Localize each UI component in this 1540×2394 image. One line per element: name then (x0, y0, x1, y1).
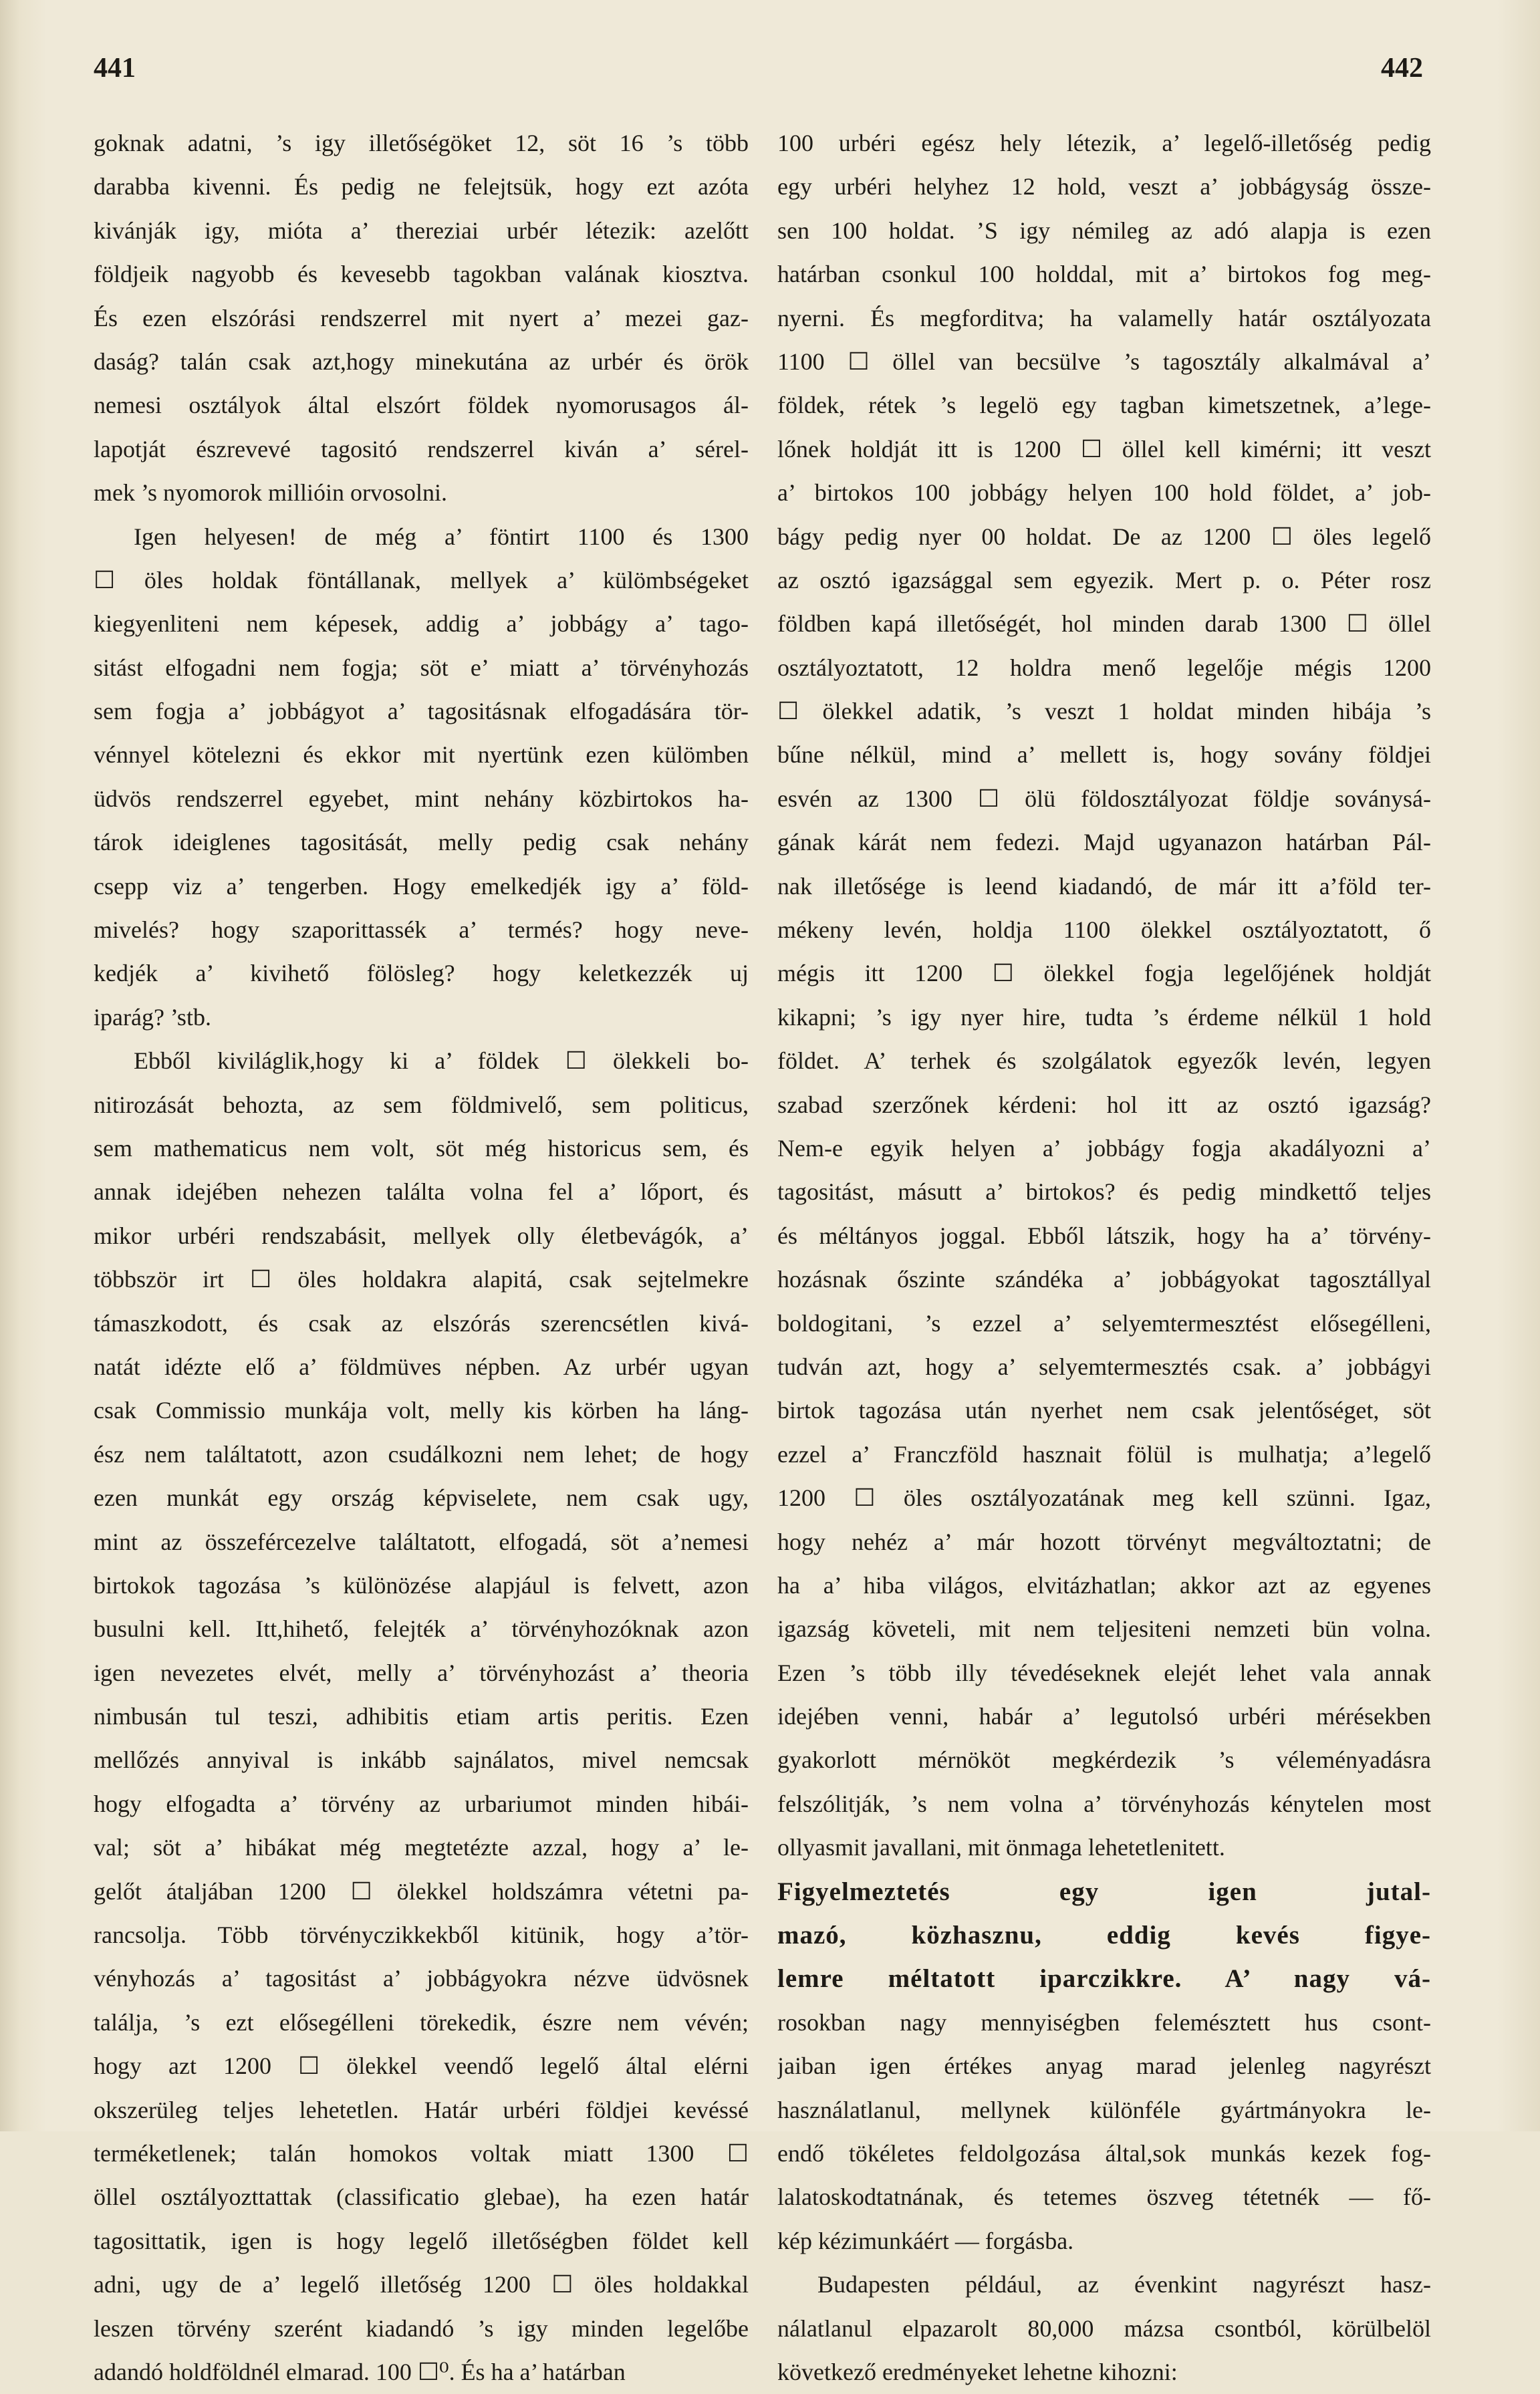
text-line: busulni kell. Itt,hihető, felejték a’ törvényhozóknak azon (94, 1615, 749, 1643)
text-line: nimbusán tul teszi, adhibitis etiam artis peritis. Ezen (94, 1703, 749, 1730)
text-line: terméketlenek; talán homokos voltak miatt 1300 ☐ (94, 2139, 749, 2167)
text-line: lemre méltatott iparczikkre. A’ nagy vá- (777, 1964, 1431, 1994)
text-line: natát idézte elő a’ földmüves népben. Az urbér ugyan (94, 1353, 749, 1380)
text-line: hogy nehéz a’ már hozott törvényt megváltoztatni; de (777, 1528, 1431, 1555)
text-line: földjeik nagyobb és kevesebb tagokban valának kiosztva. (94, 261, 749, 288)
text-line: Igen helyesen! de még a’ föntirt 1100 és 1300 (134, 523, 749, 550)
text-line: rancsolja. Több törvényczikkekből kitünik, hogy a’tör- (94, 1921, 749, 1949)
text-line: val; söt a’ hibákat még megtetézte azzal, hogy a’ le- (94, 1834, 749, 1861)
text-line: támaszkodott, és csak az elszórás szerencsétlen kivá- (94, 1309, 749, 1337)
text-line: földben kapá illetőségét, hol minden darab 1300 ☐ öllel (777, 610, 1431, 638)
text-line: sen 100 holdat. ’S igy némileg az adó alapja is ezen (777, 217, 1431, 244)
text-line: idejében venni, habár a’ legutolsó urbéri mérésekben (777, 1703, 1431, 1730)
text-line: okszerüleg teljes lehetetlen. Határ urbéri földjei kevéssé (94, 2096, 749, 2123)
text-line: 100 urbéri egész hely létezik, a’ legelő-illetőség pedig (777, 130, 1431, 156)
right-text-column (777, 122, 1431, 2394)
text-line: darabba kivenni. És pedig ne felejtsük, hogy ezt azóta (94, 173, 749, 201)
text-line: ha a’ hiba világos, elvitázhatlan; akkor azt az egyenes (777, 1571, 1431, 1599)
text-line: sem mathematicus nem volt, söt még historicus sem, és (94, 1134, 749, 1162)
page-number-right: 442 (1381, 53, 1423, 84)
text-line: nitirozását behozta, az sem földmivelő, sem politicus, (94, 1091, 749, 1118)
text-line: bűne nélkül, mind a’ mellett is, hogy sovány földjei (777, 741, 1431, 769)
text-line: bágy pedig nyer 00 holdat. De az 1200 ☐ öles legelő (777, 523, 1431, 550)
text-line: goknak adatni, ’s igy illetőségöket 12, söt 16 ’s több (94, 130, 749, 156)
text-line: vényhozás a’ tagositást a’ jobbágyokra nézve üdvösnek (94, 1965, 749, 1992)
text-line: mégis itt 1200 ☐ ölekkel fogja legelőjének holdját (777, 960, 1431, 987)
text-line: földek, rétek ’s legelö egy tagban kimetszetnek, a’lege- (777, 392, 1431, 419)
text-line: daság? talán csak azt,hogy minekutána az urbér és örök (94, 348, 749, 375)
page-number-left: 441 (94, 53, 136, 84)
text-line: tudván azt, hogy a’ selyemtermesztés csak. a’ jobbágyi (777, 1353, 1431, 1380)
text-line: öllel osztályozttattak (classificatio glebae), ha ezen határ (94, 2183, 749, 2211)
text-line: ész nem találtatott, azon csudálkozni nem lehet; de hogy (94, 1440, 749, 1468)
text-line: adandó holdföldnél elmarad. 100 ☐⁰. És ha a’ határban (94, 2358, 626, 2385)
text-line: Budapesten például, az évenkint nagyrészt hasz- (817, 2271, 1431, 2298)
text-line: rosokban nagy mennyiségben felemésztett hus csont- (777, 2008, 1431, 2036)
text-line: jaiban igen értékes anyag marad jelenleg nagyrészt (777, 2052, 1431, 2080)
text-line: lalatoskodtatnának, és tetemes öszveg tétetnék — fő- (777, 2183, 1431, 2211)
text-line: 1200 ☐ öles osztályozatának meg kell szünni. Igaz, (777, 1484, 1431, 1512)
text-line: mint az összefércezelve találtatott, elfogadá, söt a’nemesi (94, 1528, 749, 1555)
text-line: használatlanul, mellynek különféle gyártmányokra le- (777, 2096, 1431, 2123)
text-line: határban csonkul 100 holddal, mit a’ birtokos fog meg- (777, 261, 1431, 288)
text-line: iparág? ’stb. (94, 1003, 211, 1031)
text-line: boldogitani, ’s ezzel a’ selyemtermesztést elősegélleni, (777, 1309, 1431, 1337)
text-line: 1100 ☐ öllel van becsülve ’s tagosztály alkalmával a’ (777, 348, 1431, 375)
text-line: üdvös rendszerrel egyebet, mint nehány közbirtokos ha- (94, 785, 749, 812)
text-line: nyerni. És megforditva; ha valamelly határ osztályozata (777, 304, 1431, 331)
text-line: sem fogja a’ jobbágyot a’ tagositásnak elfogadására tör- (94, 698, 749, 725)
text-line: hogy elfogadta a’ törvény az urbariumot minden hibái- (94, 1790, 749, 1817)
text-line: Nem-e egyik helyen a’ jobbágy fogja akadályozni a’ (777, 1134, 1431, 1162)
text-line: birtok tagozása után nyerhet nem csak jelentőséget, söt (777, 1397, 1431, 1424)
text-line: földet. A’ terhek és szolgálatok egyezők levén, legyen (777, 1047, 1431, 1075)
text-line: lőnek holdját itt is 1200 ☐ öllel kell kimérni; itt veszt (777, 435, 1431, 462)
text-line: annak idejében nehezen találta volna fel a’ lőport, és (94, 1178, 749, 1206)
text-line: tagosittatik, igen is hogy legelő illetőségben földet kell (94, 2227, 749, 2254)
text-line: gelőt átaljában 1200 ☐ ölekkel holdszámra vétetni pa- (94, 1877, 749, 1905)
text-line: gának kárát nem fedezi. Majd ugyanazon határban Pál- (777, 829, 1431, 856)
text-line: ollyasmit javallani, mit önmaga lehetetlenitett. (777, 1834, 1225, 1861)
text-line: leszen törvény szerént kiadandó ’s igy minden legelőbe (94, 2314, 749, 2342)
text-line: felszólitják, ’s nem volna a’ törvényhozás kénytelen most (777, 1790, 1431, 1817)
text-line: sitást elfogadni nem fogja; söt e’ miatt a’ törvényhozás (94, 654, 749, 681)
text-line: kikapni; ’s igy nyer hire, tudta ’s érdeme nélkül 1 hold (777, 1003, 1431, 1031)
text-line: mellőzés annyival is inkább sajnálatos, mivel nemcsak (94, 1746, 749, 1774)
text-line: következő eredményeket lehetne kihozni: (777, 2358, 1178, 2385)
text-line: mek ’s nyomorok millióin orvosolni. (94, 479, 447, 507)
text-line: Ebből kiviláglik,hogy ki a’ földek ☐ ölekkeli bo- (134, 1047, 749, 1075)
text-line: kivánják igy, mióta a’ thereziai urbér létezik: azelőtt (94, 217, 749, 244)
text-line: nak illetősége is leend kiadandó, de már itt a’föld ter- (777, 872, 1431, 900)
text-line: adni, ugy de a’ legelő illetőség 1200 ☐ öles holdakkal (94, 2271, 749, 2298)
text-line: ☐ öles holdak föntállanak, mellyek a’ külömbségeket (94, 566, 749, 593)
text-line: nálatlanul elpazarolt 80,000 mázsa csontból, körülbelöl (777, 2314, 1431, 2342)
text-line: egy urbéri helyhez 12 hold, veszt a’ jobbágyság össze- (777, 173, 1431, 201)
text-line: a’ birtokos 100 jobbágy helyen 100 hold földet, a’ job- (777, 479, 1431, 507)
text-line: ezen munkát egy ország képviselete, nem csak ugy, (94, 1484, 749, 1512)
text-line: gyakorlott mérnököt megkérdezik ’s véleményadásra (777, 1746, 1431, 1774)
text-line: tagositást, másutt a’ birtokos? és pedig mindkettő teljes (777, 1178, 1431, 1206)
text-line: lapotját észrevevé tagositó rendszerrel kiván a’ sérel- (94, 435, 749, 462)
left-text-column (94, 122, 749, 2394)
text-line: mazó, közhasznu, eddig kevés figye- (777, 1921, 1431, 1950)
text-line: birtokok tagozása ’s különözése alapjául is felvett, azon (94, 1571, 749, 1599)
text-line: kiegyenliteni nem képesek, addig a’ jobbágy a’ tago- (94, 610, 749, 638)
text-line: igazság követeli, mit nem teljesiteni nemzeti bün volna. (777, 1615, 1431, 1643)
text-line: csak Commissio munkája volt, melly kis körben ha láng- (94, 1397, 749, 1424)
text-line: igen nevezetes elvét, melly a’ törvényhozást a’ theoria (94, 1659, 749, 1686)
text-line: osztályoztatott, 12 holdra menő legelője mégis 1200 (777, 654, 1431, 681)
text-line: nemesi osztályok által elszórt földek nyomorusagos ál- (94, 392, 749, 419)
text-line: tárok ideiglenes tagositását, melly pedig csak nehány (94, 829, 749, 856)
text-line: az osztó igazsággal sem egyezik. Mert p. o. Péter rosz (777, 566, 1431, 593)
text-line: hozásnak őszinte szándéka a’ jobbágyokat tagosztállyal (777, 1266, 1431, 1293)
text-line: többször irt ☐ öles holdakra alapitá, csak sejtelmekre (94, 1266, 749, 1293)
text-line: kép kézimunkáért — forgásba. (777, 2227, 1074, 2254)
text-line: Ezen ’s több illy tévedéseknek elejét lehet vala annak (777, 1659, 1431, 1686)
text-line: mikor urbéri rendszabásit, mellyek olly életbevágók, a’ (94, 1222, 749, 1249)
text-line: és méltányos joggal. Ebből látszik, hogy ha a’ törvény- (777, 1222, 1431, 1249)
text-line: Figyelmeztetés egy igen jutal- (777, 1877, 1431, 1906)
text-line: És ezen elszórási rendszerrel mit nyert a’ mezei gaz- (94, 304, 749, 331)
text-line: szabad szerzőnek kérdeni: hol itt az osztó igazság? (777, 1091, 1431, 1118)
text-line: kedjék a’ kivihető fölösleg? hogy keletkezzék uj (94, 960, 749, 987)
text-line: hogy azt 1200 ☐ ölekkel veendő legelő által elérni (94, 2052, 749, 2080)
text-line: mivelés? hogy szaporittassék a’ termés? hogy neve- (94, 916, 749, 944)
text-line: találja, ’s ezt elősegélleni törekedik, észre nem vévén; (94, 2008, 749, 2036)
text-line: ezzel a’ Franczföld hasznait fölül is mulhatja; a’legelő (777, 1440, 1431, 1468)
text-line: esvén az 1300 ☐ ölü földosztályozat földje soványsá- (777, 785, 1431, 812)
text-line: ☐ ölekkel adatik, ’s veszt 1 holdat minden hibája ’s (777, 698, 1431, 725)
text-line: vénnyel kötelezni és ekkor mit nyertünk ezen külömben (94, 741, 749, 769)
text-line: endő tökéletes feldolgozása által,sok munkás kezek fog- (777, 2139, 1431, 2167)
text-line: mékeny levén, holdja 1100 ölekkel osztályoztatott, ő (777, 916, 1431, 944)
text-line: csepp viz a’ tengerben. Hogy emelkedjék igy a’ föld- (94, 872, 749, 900)
